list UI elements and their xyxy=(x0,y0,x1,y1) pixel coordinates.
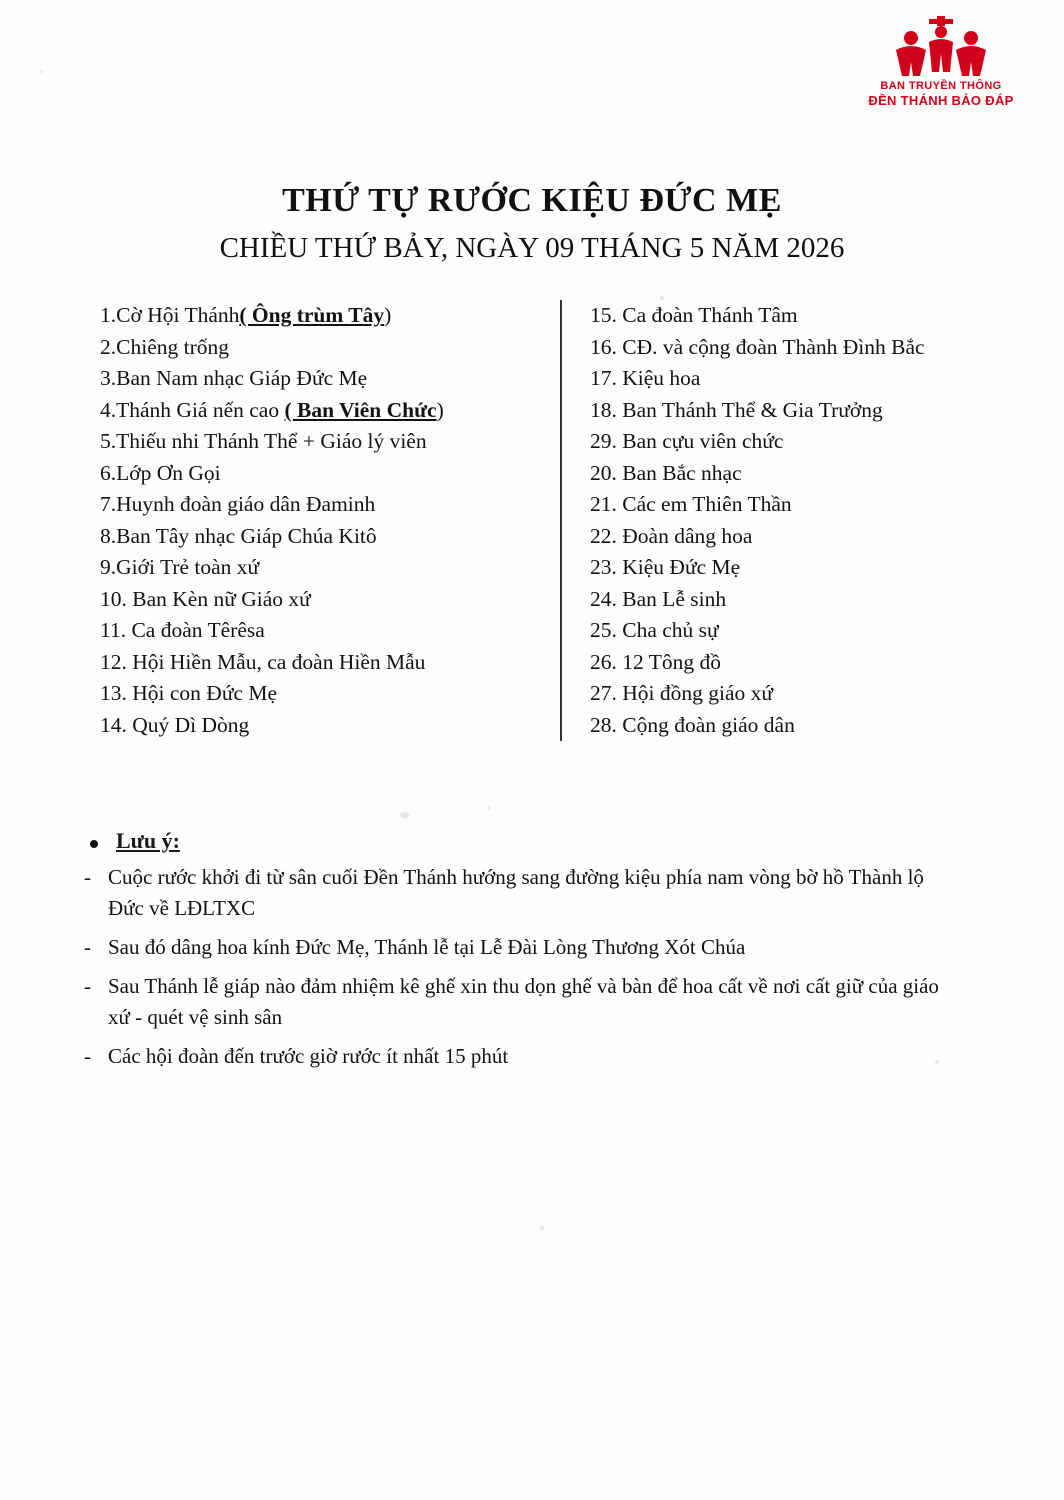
note-text: Sau đó dâng hoa kính Đức Mẹ, Thánh lễ tại Lễ Đài Lòng Thương Xót Chúa xyxy=(108,935,746,959)
note-text: Các hội đoàn đến trước giờ rước ít nhất 15 phút xyxy=(108,1044,509,1068)
notes-title: Lưu ý: xyxy=(116,828,180,853)
list-item: 2.Chiêng trống xyxy=(100,334,229,359)
list-item: 18. Ban Thánh Thể & Gia Trưởng xyxy=(590,397,883,422)
note-item xyxy=(84,1041,984,1072)
dash-icon: - xyxy=(84,935,91,959)
list-item: 21. Các em Thiên Thần xyxy=(590,492,792,516)
list-item: 27. Hội đồng giáo xứ xyxy=(590,681,774,705)
notes-section xyxy=(84,828,984,1072)
list-item: 11. Ca đoàn Têrêsa xyxy=(100,618,265,642)
procession-order-list xyxy=(100,300,980,741)
list-item: 15. Ca đoàn Thánh Tâm xyxy=(590,303,798,327)
list-item: 29. Ban cựu viên chức xyxy=(590,429,784,453)
list-item: 6.Lớp Ơn Gọi xyxy=(100,460,221,485)
logo-line-1: BAN TRUYỀN THÔNG xyxy=(880,80,1002,92)
list-item: 25. Cha chủ sự xyxy=(590,618,719,642)
list-item: 4.Thánh Giá nến cao ( Ban Viên Chức) xyxy=(100,397,444,422)
list-item: 13. Hội con Đức Mẹ xyxy=(100,681,278,705)
note-item xyxy=(84,971,984,1033)
dash-icon: - xyxy=(84,865,91,889)
paper-speck xyxy=(487,806,491,810)
page-title: THỨ TỰ RƯỚC KIỆU ĐỨC MẸ xyxy=(282,182,782,219)
dash-icon: - xyxy=(84,1044,91,1068)
paper-speck xyxy=(40,70,43,73)
list-item: 28. Cộng đoàn giáo dân xyxy=(590,712,795,737)
list-item: 1.Cờ Hội Thánh( Ông trùm Tây) xyxy=(100,303,392,327)
list-item: 9.Giới Trẻ toàn xứ xyxy=(100,555,260,579)
note-text: Cuộc rước khởi đi từ sân cuối Đền Thánh hướng sang đường kiệu phía nam vòng bờ hồ Thành lộ Đức về LĐLTXC xyxy=(108,865,924,920)
list-item: 24. Ban Lễ sinh xyxy=(590,586,727,611)
list-item: 5.Thiếu nhi Thánh Thể + Giáo lý viên xyxy=(100,429,427,453)
list-item: 3.Ban Nam nhạc Giáp Đức Mẹ xyxy=(100,366,368,390)
dash-icon: - xyxy=(84,974,91,998)
paper-speck xyxy=(400,812,410,818)
list-item: 23. Kiệu Đức Mẹ xyxy=(590,555,741,579)
list-item: 7.Huynh đoàn giáo dân Đaminh xyxy=(100,492,376,516)
list-item: 10. Ban Kèn nữ Giáo xứ xyxy=(100,586,311,611)
note-item xyxy=(84,862,984,924)
list-item: 16. CĐ. và cộng đoàn Thành Đình Bắc xyxy=(590,334,925,359)
organization-logo xyxy=(846,16,1036,108)
list-item: 26. 12 Tông đồ xyxy=(590,649,721,674)
note-text: Sau Thánh lễ giáp nào đảm nhiệm kê ghế xin thu dọn ghế và bàn để hoa cất về nơi cất giữ của giáo xứ - quét vệ sinh sân xyxy=(108,974,939,1029)
bullet-icon xyxy=(90,840,98,848)
note-item xyxy=(84,932,984,963)
list-item: 14. Quý Dì Dòng xyxy=(100,712,250,737)
list-item: 8.Ban Tây nhạc Giáp Chúa Kitô xyxy=(100,523,377,548)
logo-line-2: ĐỀN THÁNH BẢO ĐÁP xyxy=(868,93,1014,108)
paper-speck xyxy=(540,1226,544,1230)
order-list-right-column xyxy=(560,300,980,741)
page-subtitle: CHIỀU THỨ BẢY, NGÀY 09 THÁNG 5 NĂM 2026 xyxy=(219,232,845,264)
list-item: 17. Kiệu hoa xyxy=(590,366,701,390)
cross-with-people-icon xyxy=(846,16,1036,78)
order-list-left-column xyxy=(100,300,560,741)
notes-header xyxy=(90,828,984,854)
list-item: 22. Đoàn dâng hoa xyxy=(590,523,753,548)
list-item: 20. Ban Bắc nhạc xyxy=(590,460,742,485)
list-item: 12. Hội Hiền Mẫu, ca đoàn Hiền Mẫu xyxy=(100,649,426,674)
